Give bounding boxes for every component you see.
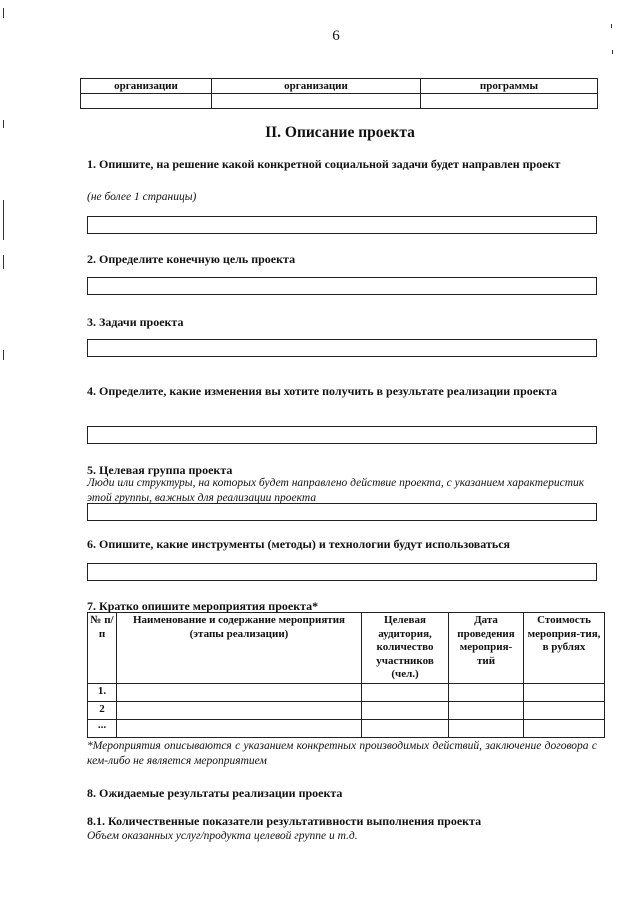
table-row [88, 719, 605, 737]
header-cell: организации [212, 79, 421, 94]
table-cell[interactable] [117, 719, 362, 737]
scan-mark [3, 8, 4, 18]
question-4: 4. Определите, какие изменения вы хотите получить в результате реализации проекта [87, 384, 558, 398]
question-5-hint: Люди или структуры, на которых будет направлено действие проекта, с указанием характеристик этой группы, важных для реализации проекта [87, 477, 585, 504]
answer-field-1[interactable] [87, 216, 597, 234]
answer-field-4[interactable] [87, 426, 597, 444]
column-header-date: Дата проведения мероприя-тий [449, 613, 524, 684]
header-empty-cell[interactable] [81, 94, 212, 109]
question-2: 2. Определите конечную цель проекта [87, 252, 296, 266]
header-empty-cell[interactable] [212, 94, 421, 109]
table-row [88, 683, 605, 701]
question-8: 8. Ожидаемые результаты реализации проекта [87, 786, 343, 800]
column-header-cost: Стоимость мероприя-тия, в рублях [524, 613, 605, 684]
question-3: 3. Задачи проекта [87, 315, 184, 329]
table-cell[interactable] [449, 683, 524, 701]
column-header-audience: Целевая аудитория, количество участников (чел.) [362, 613, 449, 684]
page-number: 6 [332, 28, 340, 44]
table-cell[interactable] [449, 719, 524, 737]
scan-mark [3, 200, 4, 240]
header-cell: организации [81, 79, 212, 94]
table-cell[interactable] [117, 701, 362, 719]
row-number: ... [88, 719, 117, 737]
table-cell[interactable] [117, 683, 362, 701]
scan-mark [3, 350, 4, 360]
question-7: 7. Кратко опишите мероприятия проекта* [87, 599, 319, 613]
scan-mark [3, 255, 4, 269]
header-cell: программы [421, 79, 598, 94]
table-cell[interactable] [362, 683, 449, 701]
question-1-hint: (не более 1 страницы) [87, 191, 197, 203]
table-cell[interactable] [524, 683, 605, 701]
column-header-name: Наименование и содержание мероприятия (этапы реализации) [117, 613, 362, 684]
table-cell[interactable] [524, 701, 605, 719]
answer-field-6[interactable] [87, 563, 597, 581]
question-8-1: 8.1. Количественные показатели результативности выполнения проекта [87, 814, 482, 828]
question-8-1-hint: Объем оказанных услуг/продукта целевой группе и т.д. [87, 830, 358, 842]
scan-mark [612, 50, 613, 54]
row-number: 1. [88, 683, 117, 701]
events-table [87, 612, 605, 738]
events-footnote: *Мероприятия описываются с указанием конкретных производимых действий, заключение договора с кем-либо не является мероприятием [87, 740, 597, 767]
table-cell[interactable] [362, 701, 449, 719]
header-table [80, 78, 598, 109]
header-empty-cell[interactable] [421, 94, 598, 109]
column-header-number: № п/п [88, 613, 117, 684]
table-row [88, 701, 605, 719]
answer-field-2[interactable] [87, 277, 597, 295]
question-5: 5. Целевая группа проекта [87, 463, 233, 477]
answer-field-5[interactable] [87, 503, 597, 521]
table-cell[interactable] [362, 719, 449, 737]
section-title: II. Описание проекта [265, 124, 415, 141]
question-6: 6. Опишите, какие инструменты (методы) и технологии будут использоваться [87, 537, 511, 551]
row-number: 2 [88, 701, 117, 719]
answer-field-3[interactable] [87, 339, 597, 357]
question-1: 1. Опишите, на решение какой конкретной социальной задачи будет направлен проект [87, 157, 561, 171]
table-cell[interactable] [524, 719, 605, 737]
table-cell[interactable] [449, 701, 524, 719]
